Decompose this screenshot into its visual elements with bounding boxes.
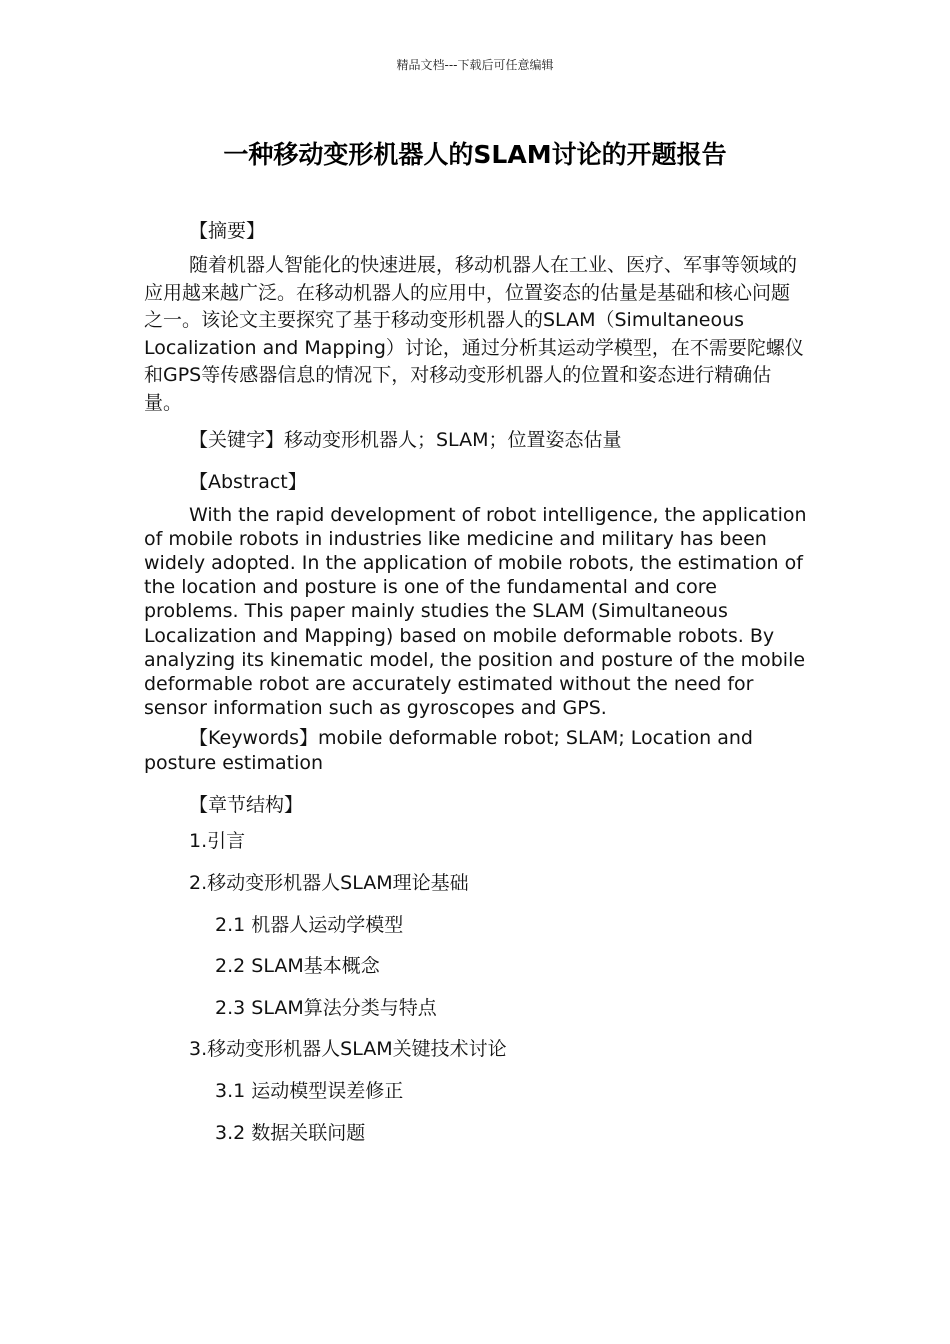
toc-item: 3.移动变形机器人SLAM关键技术讨论 xyxy=(189,1038,507,1061)
abstract-cn-label: 【摘要】 xyxy=(189,220,266,242)
toc-item: 2.移动变形机器人SLAM理论基础 xyxy=(189,871,469,894)
document-body xyxy=(144,215,808,1154)
toc-subitem: 2.2 SLAM基本概念 xyxy=(215,955,380,978)
page-header: 精品文档---下载后可任意编辑 xyxy=(396,58,554,72)
toc-item: 1.引言 xyxy=(189,830,246,853)
toc-subitem: 3.2 数据关联问题 xyxy=(215,1121,366,1144)
toc-subitem: 2.1 机器人运动学模型 xyxy=(215,913,404,936)
abstract-en-label: 【Abstract】 xyxy=(189,470,307,493)
chapter-structure-list xyxy=(144,821,808,1154)
structure-label: 【章节结构】 xyxy=(189,794,304,817)
abstract-cn-body: 随着机器人智能化的快速进展，移动机器人在工业、医疗、军事等领域的应用越来越广泛。在移动机器人的应用中，位置姿态的估量是基础和核心问题之一。该论文主要探究了基于移动变形机器人的SLAM（Simultaneous Localization and Mapping）讨论，通过分析其运动学模型，在不需要陀螺仪和GPS等传感器信息的情况下，对移动变形机器人的位置和姿态进行精确估量。 xyxy=(144,254,804,414)
document-title: 一种移动变形机器人的SLAM讨论的开题报告 xyxy=(223,140,727,169)
toc-subitem: 2.3 SLAM算法分类与特点 xyxy=(215,996,437,1019)
keywords-en: 【Keywords】mobile deformable robot; SLAM; Location and posture estimation xyxy=(144,727,753,774)
toc-subitem: 3.1 运动模型误差修正 xyxy=(215,1079,404,1102)
abstract-en-body: With the rapid development of robot intelligence, the application of mobile robots in industries like medicine and military has been widely adopted. In the application of mobile robots, the estimation of the location and posture is one of the fundamental and core problems. This paper mainly studies the SLAM (Simultaneous Localization and Mapping) based on mobile deformable robots. By analyzing its kinematic model, the position and posture of the mobile deformable robot are accurately estimated without the need for sensor information such as gyroscopes and GPS. xyxy=(144,503,807,720)
keywords-cn: 【关键字】移动变形机器人；SLAM；位置姿态估量 xyxy=(189,428,622,451)
